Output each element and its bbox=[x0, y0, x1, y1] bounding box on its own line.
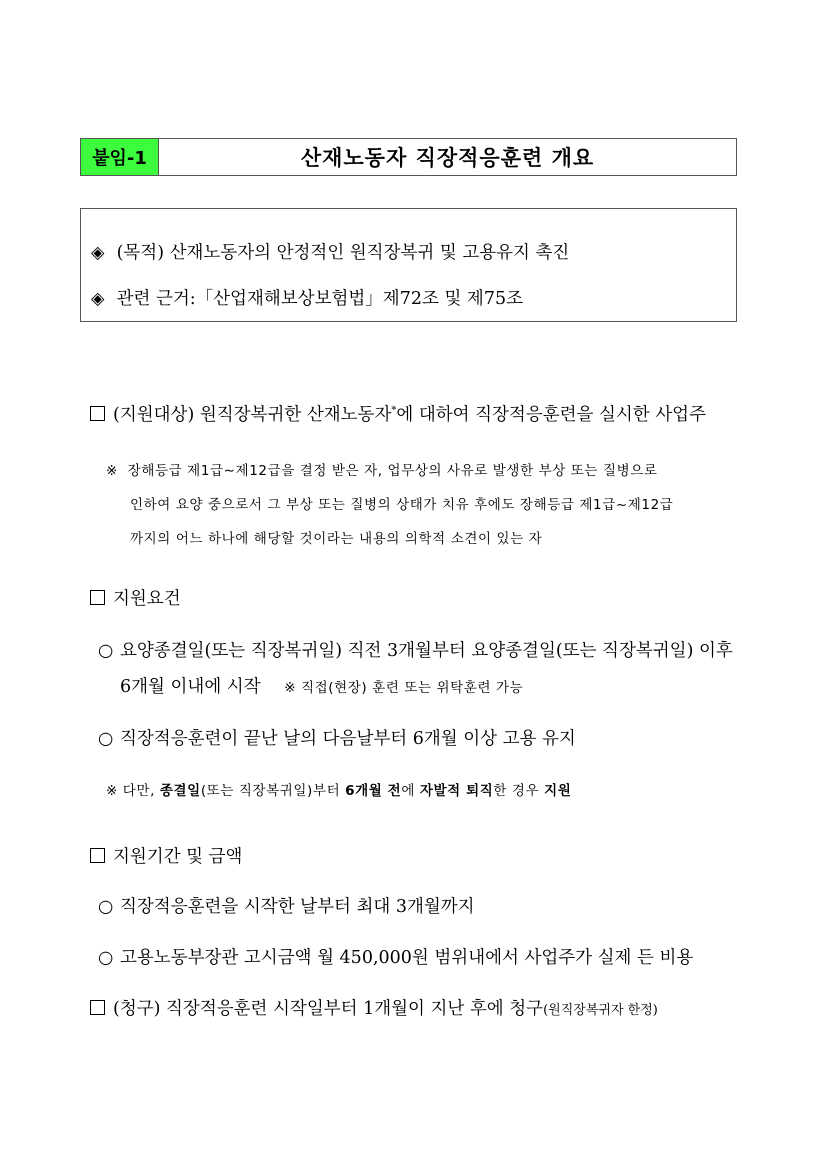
target-note-line2: 인하여 요양 중으로서 그 부상 또는 질병의 상태가 치유 후에도 장해등급 제1급~제12급 bbox=[130, 497, 674, 513]
checkbox-square-icon bbox=[90, 1000, 105, 1015]
target-note-line1: ※ 장해등급 제1급∼제12급을 결정 받은 자, 업무상의 사유로 발생한 부상 또는 질병으로 bbox=[106, 463, 658, 479]
diamond-bullet-icon: ◈ bbox=[91, 289, 105, 309]
summary-purpose: ◈ (목적) 산재노동자의 안정적인 원직장복귀 및 고용유지 촉진 bbox=[91, 243, 570, 263]
period-heading: 지원기간 및 금액 bbox=[90, 843, 242, 868]
reference-mark-icon: ※ bbox=[106, 463, 118, 479]
attachment-tag: 붙임-1 bbox=[81, 139, 159, 175]
requirement-item-1: ○ 요양종결일(또는 직장복귀일) 직전 3개월부터 요양종결일(또는 직장복귀일) 이후 bbox=[98, 641, 733, 661]
checkbox-square-icon bbox=[90, 406, 105, 421]
requirement-item-2: ○ 직장적응훈련이 끝난 날의 다음날부터 6개월 이상 고용 유지 bbox=[98, 729, 576, 749]
title-bar bbox=[80, 138, 737, 176]
circle-bullet-icon: ○ bbox=[98, 897, 114, 917]
target-note-line3: 까지의 어느 하나에 해당할 것이라는 내용의 의학적 소견이 있는 자 bbox=[130, 531, 543, 547]
requirement-item-1-note: ※ 직접(현장) 훈련 또는 위탁훈련 가능 bbox=[284, 680, 524, 696]
circle-bullet-icon: ○ bbox=[98, 729, 114, 749]
circle-bullet-icon: ○ bbox=[98, 948, 114, 968]
summary-legal-basis: ◈ 관련 근거:「산업재해보상보험법」제72조 및 제75조 bbox=[91, 289, 523, 309]
claim-line: (청구) 직장적응훈련 시작일부터 1개월이 지난 후에 청구(원직장복귀자 한정) bbox=[90, 995, 658, 1020]
period-item-1: ○ 직장적응훈련을 시작한 날부터 최대 3개월까지 bbox=[98, 897, 475, 917]
requirement-note: ※ 다만, 종결일(또는 직장복귀일)부터 6개월 전에 자발적 퇴직한 경우 지원 bbox=[106, 783, 572, 799]
diamond-bullet-icon: ◈ bbox=[91, 243, 105, 263]
checkbox-square-icon bbox=[90, 848, 105, 863]
requirements-heading: 지원요건 bbox=[90, 585, 181, 610]
summary-box bbox=[80, 208, 737, 322]
requirement-item-1-cont: 6개월 이내에 시작 ※ 직접(현장) 훈련 또는 위탁훈련 가능 bbox=[120, 677, 524, 697]
target-heading: (지원대상) 원직장복귀한 산재노동자*에 대하여 직장적응훈련을 실시한 사업주 bbox=[90, 401, 706, 426]
checkbox-square-icon bbox=[90, 590, 105, 605]
period-item-2: ○ 고용노동부장관 고시금액 월 450,000원 범위내에서 사업주가 실제 든 비용 bbox=[98, 948, 694, 968]
circle-bullet-icon: ○ bbox=[98, 641, 114, 661]
page-title: 산재노동자 직장적응훈련 개요 bbox=[300, 146, 595, 170]
